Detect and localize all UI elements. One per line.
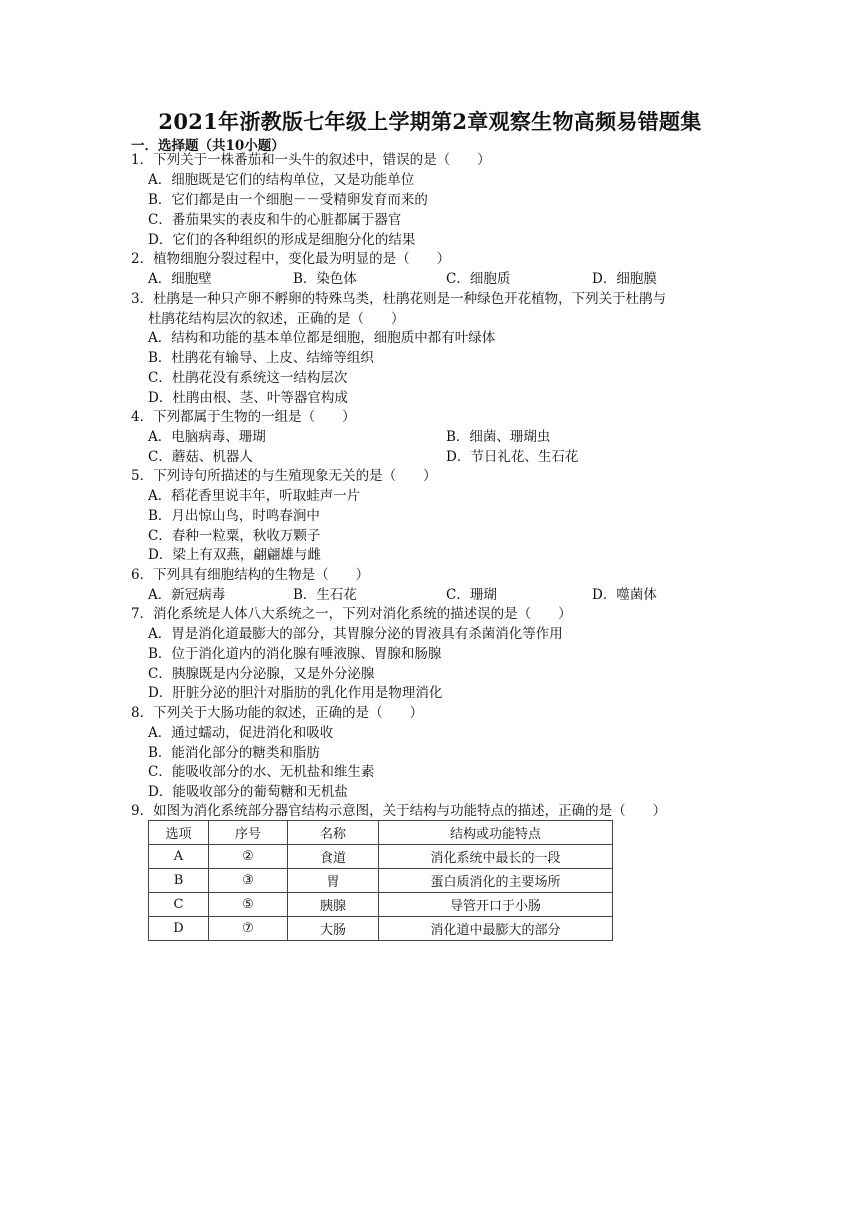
option: B．位于消化道内的消化腺有唾液腺、胃腺和肠腺 — [148, 646, 442, 662]
page-title: 2021年浙教版七年级上学期第2章观察生物高频易错题集 — [158, 109, 702, 134]
question-stem: 9．如图为消化系统部分器官结构示意图，关于结构与功能特点的描述，正确的是（ ） — [131, 803, 667, 819]
option: A．通过蠕动，促进消化和吸收 — [148, 725, 334, 741]
table-header: 序号 — [209, 821, 288, 845]
question-stem: 2．植物细胞分裂过程中，变化最为明显的是（ ） — [131, 251, 451, 267]
option: C．能吸收部分的水、无机盐和维生素 — [148, 764, 375, 780]
option: C．春种一粒粟，秋收万颗子 — [148, 528, 321, 544]
option: A．胃是消化道最膨大的部分，其胃腺分泌的胃液具有杀菌消化等作用 — [148, 626, 563, 642]
option: A．稻花香里说丰年，听取蛙声一片 — [148, 488, 361, 504]
table-row — [149, 893, 613, 917]
table-cell: 消化系统中最长的一段 — [379, 845, 613, 869]
answer-table — [148, 820, 613, 941]
option: A．新冠病毒 — [148, 587, 226, 603]
option: B．它们都是由一个细胞－－受精卵发育而来的 — [148, 192, 428, 208]
option: B．月出惊山鸟，时鸣春涧中 — [148, 508, 320, 524]
question-stem: 6．下列具有细胞结构的生物是（ ） — [131, 567, 370, 583]
table-cell: B — [149, 869, 209, 893]
table-cell: 胰腺 — [288, 893, 379, 917]
table-cell: ⑤ — [209, 893, 288, 917]
table-cell: 蛋白质消化的主要场所 — [379, 869, 613, 893]
question-stem: 3．杜鹃是一种只产卵不孵卵的特殊鸟类，杜鹃花则是一种绿色开花植物，下列关于杜鹃与 — [131, 291, 667, 307]
table-cell: 大肠 — [288, 917, 379, 941]
option: B．杜鹃花有输导、上皮、结缔等组织 — [148, 350, 374, 366]
table-cell: D — [149, 917, 209, 941]
table-cell: ③ — [209, 869, 288, 893]
table-header: 结构或功能特点 — [379, 821, 613, 845]
question-stem: 5．下列诗句所描述的与生殖现象无关的是（ ） — [131, 468, 437, 484]
option: B．能消化部分的糖类和脂肪 — [148, 745, 320, 761]
section-heading: 一．选择题（共10小题） — [131, 138, 285, 154]
table-cell: ⑦ — [209, 917, 288, 941]
option: A．细胞既是它们的结构单位，又是功能单位 — [148, 172, 415, 188]
option: D．梁上有双燕，翩翩雄与雌 — [148, 547, 321, 563]
option: C．珊瑚 — [446, 587, 497, 603]
option: D．节日礼花、生石花 — [446, 449, 579, 465]
table-cell: 导管开口于小肠 — [379, 893, 613, 917]
table-cell: C — [149, 893, 209, 917]
table-cell: 消化道中最膨大的部分 — [379, 917, 613, 941]
option: C．杜鹃花没有系统这一结构层次 — [148, 370, 348, 386]
option: A．电脑病毒、珊瑚 — [148, 429, 266, 445]
option: C．蘑菇、机器人 — [148, 449, 253, 465]
option: A．细胞壁 — [148, 271, 212, 287]
table-cell: 食道 — [288, 845, 379, 869]
table-cell: ② — [209, 845, 288, 869]
table-header: 选项 — [149, 821, 209, 845]
table-row — [149, 845, 613, 869]
table-header: 名称 — [288, 821, 379, 845]
option: C．细胞质 — [446, 271, 511, 287]
option: B．细菌、珊瑚虫 — [446, 429, 551, 445]
option: D．杜鹃由根、茎、叶等器官构成 — [148, 390, 348, 406]
option: B．生石花 — [293, 587, 357, 603]
option: D．能吸收部分的葡萄糖和无机盐 — [148, 784, 348, 800]
question-stem-continued: 杜鹃花结构层次的叙述，正确的是（ ） — [148, 311, 405, 327]
option: C．胰腺既是内分泌腺，又是外分泌腺 — [148, 666, 375, 682]
option: D．噬菌体 — [592, 587, 657, 603]
table-row — [149, 869, 613, 893]
option: B．染色体 — [293, 271, 357, 287]
table-row — [149, 917, 613, 941]
option: D．肝脏分泌的胆汁对脂肪的乳化作用是物理消化 — [148, 685, 443, 701]
option: D．细胞膜 — [592, 271, 657, 287]
option: D．它们的各种组织的形成是细胞分化的结果 — [148, 232, 416, 248]
question-stem: 7．消化系统是人体八大系统之一，下列对消化系统的描述误的是（ ） — [131, 606, 572, 622]
table-cell: A — [149, 845, 209, 869]
question-stem: 8．下列关于大肠功能的叙述，正确的是（ ） — [131, 705, 424, 721]
question-stem: 4．下列都属于生物的一组是（ ） — [131, 409, 356, 425]
question-stem: 1．下列关于一株番茄和一头牛的叙述中，错误的是（ ） — [131, 152, 491, 168]
option: A．结构和功能的基本单位都是细胞，细胞质中都有叶绿体 — [148, 330, 496, 346]
table-cell: 胃 — [288, 869, 379, 893]
option: C．番茄果实的表皮和牛的心脏都属于器官 — [148, 212, 402, 228]
table-header-row — [149, 821, 613, 845]
